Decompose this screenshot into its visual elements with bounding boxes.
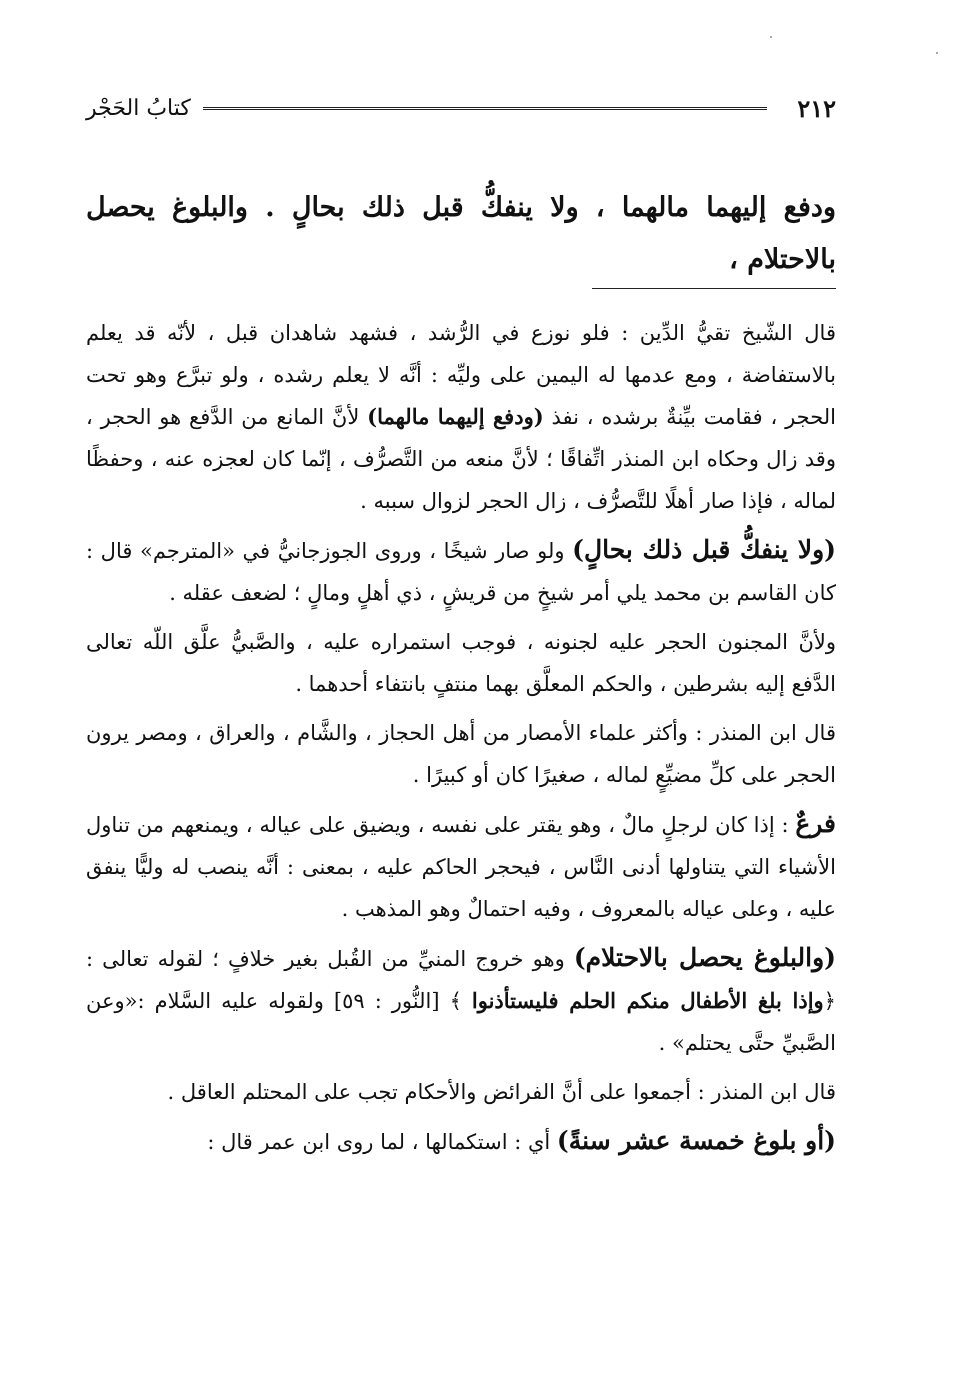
header-rule [203,107,767,110]
quoted-text: (ودفع إليهما مالهما) [367,404,544,429]
section-divider [592,288,836,289]
paragraph-text: ولو صار شيخًا ، وروى الجوزجانيُّ في «المترجم» قال : كان القاسم بن محمد يلي أمر شيخٍ من قريشٍ ، ذي أهلٍ ومالٍ ؛ لضعف عقله . [86,539,836,605]
paragraph-text: أي : استكمالها ، لما روى ابن عمر قال : [207,1130,557,1154]
paragraph-text: قال ابن المنذر : أجمعوا على أنَّ الفرائض والأحكام تجب على المحتلم العاقل . [167,1080,836,1104]
commentary-paragraph [86,529,836,614]
page-header [86,88,836,128]
commentary-paragraph [86,803,836,930]
quoted-text: (ولا ينفكُّ قبل ذلك بحالٍ) [572,535,836,564]
commentary-paragraph [86,312,836,522]
scan-speck [936,52,938,54]
commentary [86,312,836,1163]
paragraph-text: لأنَّ المانع من الدَّفع هو الحجر ، وقد زال وحكاه ابن المنذر اتِّفاقًا ؛ لأنَّ منعه من التَّصرُّف ، إنّما كان لعجزه عنه ، وحفظًا لماله ، فإذا صار أهلًا للتَّصرُّف ، زال الحجر لزوال سببه . [86,405,836,513]
main-text: ودفع إليهما مالهما ، ولا ينفكُّ قبل ذلك بحالٍ . والبلوغ يحصل بالاحتلام ، [86,192,836,275]
commentary-paragraph [86,712,836,796]
scan-speck [770,36,772,38]
running-title: كتابُ الحَجْر [86,95,191,121]
paragraph-text: : إذا كان لرجلٍ مالٌ ، وهو يقتر على نفسه ، ويضيق على عياله ، ويمنعهم من تناول الأشياء التي يتناولها أدنى النَّاس ، فيحجر الحاكم عليه ، بمعنى : أنَّه ينصب له وليًّا ينفق عليه ، وعلى عياله بالمعروف ، وفيه احتمالٌ وهو المذهب . [86,813,836,921]
paragraph-text: قال ابن المنذر : وأكثر علماء الأمصار من أهل الحجاز ، والشَّام ، والعراق ، ومصر يرون الحجر على كلِّ مضيِّعٍ لماله ، صغيرًا كان أو كبيرًا . [86,721,836,787]
page-number: ٢١٢ [797,93,836,123]
commentary-paragraph [86,1120,836,1163]
quoted-text: (والبلوغ يحصل بالاحتلام) [573,943,836,972]
paragraph-text: ﴾ [النُّور : ٥٩] ولقوله عليه السَّلام :«وعن الصَّبيِّ حتَّى يحتلم» . [86,989,836,1055]
quoted-text: (أو بلوغ خمسة عشر سنةً) [556,1126,836,1155]
commentary-paragraph [86,621,836,705]
paragraph-text: ولأنَّ المجنون الحجر عليه لجنونه ، فوجب استمراره عليه ، والصَّبيُّ علَّق اللّه تعالى الدَّفع إليه بشرطين ، والحكم المعلَّق بهما منتفٍ بانتفاء أحدهما . [86,630,836,696]
quran-verse: وإذا بلغ الأطفال منكم الحلم فليستأذنوا [471,988,824,1013]
commentary-paragraph [86,1071,836,1113]
commentary-paragraph [86,937,836,1064]
section-heading: فرعٌ [795,809,836,838]
paragraph-text: وهو خروج المنيِّ من القُبل بغير خلافٍ ؛ لقوله تعالى : ﴿ [86,947,836,1013]
paragraph-text: قال الشّيخ تقيُّ الدِّين : فلو نوزع في الرُّشد ، فشهد شاهدان قبل ، لأنّه قد يعلم بالاستفاضة ، ومع عدمها له اليمين على وليِّه : أنَّه لا يعلم رشده ، ولو تبرَّع وهو تحت الحجر ، فقامت بيِّنةٌ برشده ، نفذ [86,321,836,429]
